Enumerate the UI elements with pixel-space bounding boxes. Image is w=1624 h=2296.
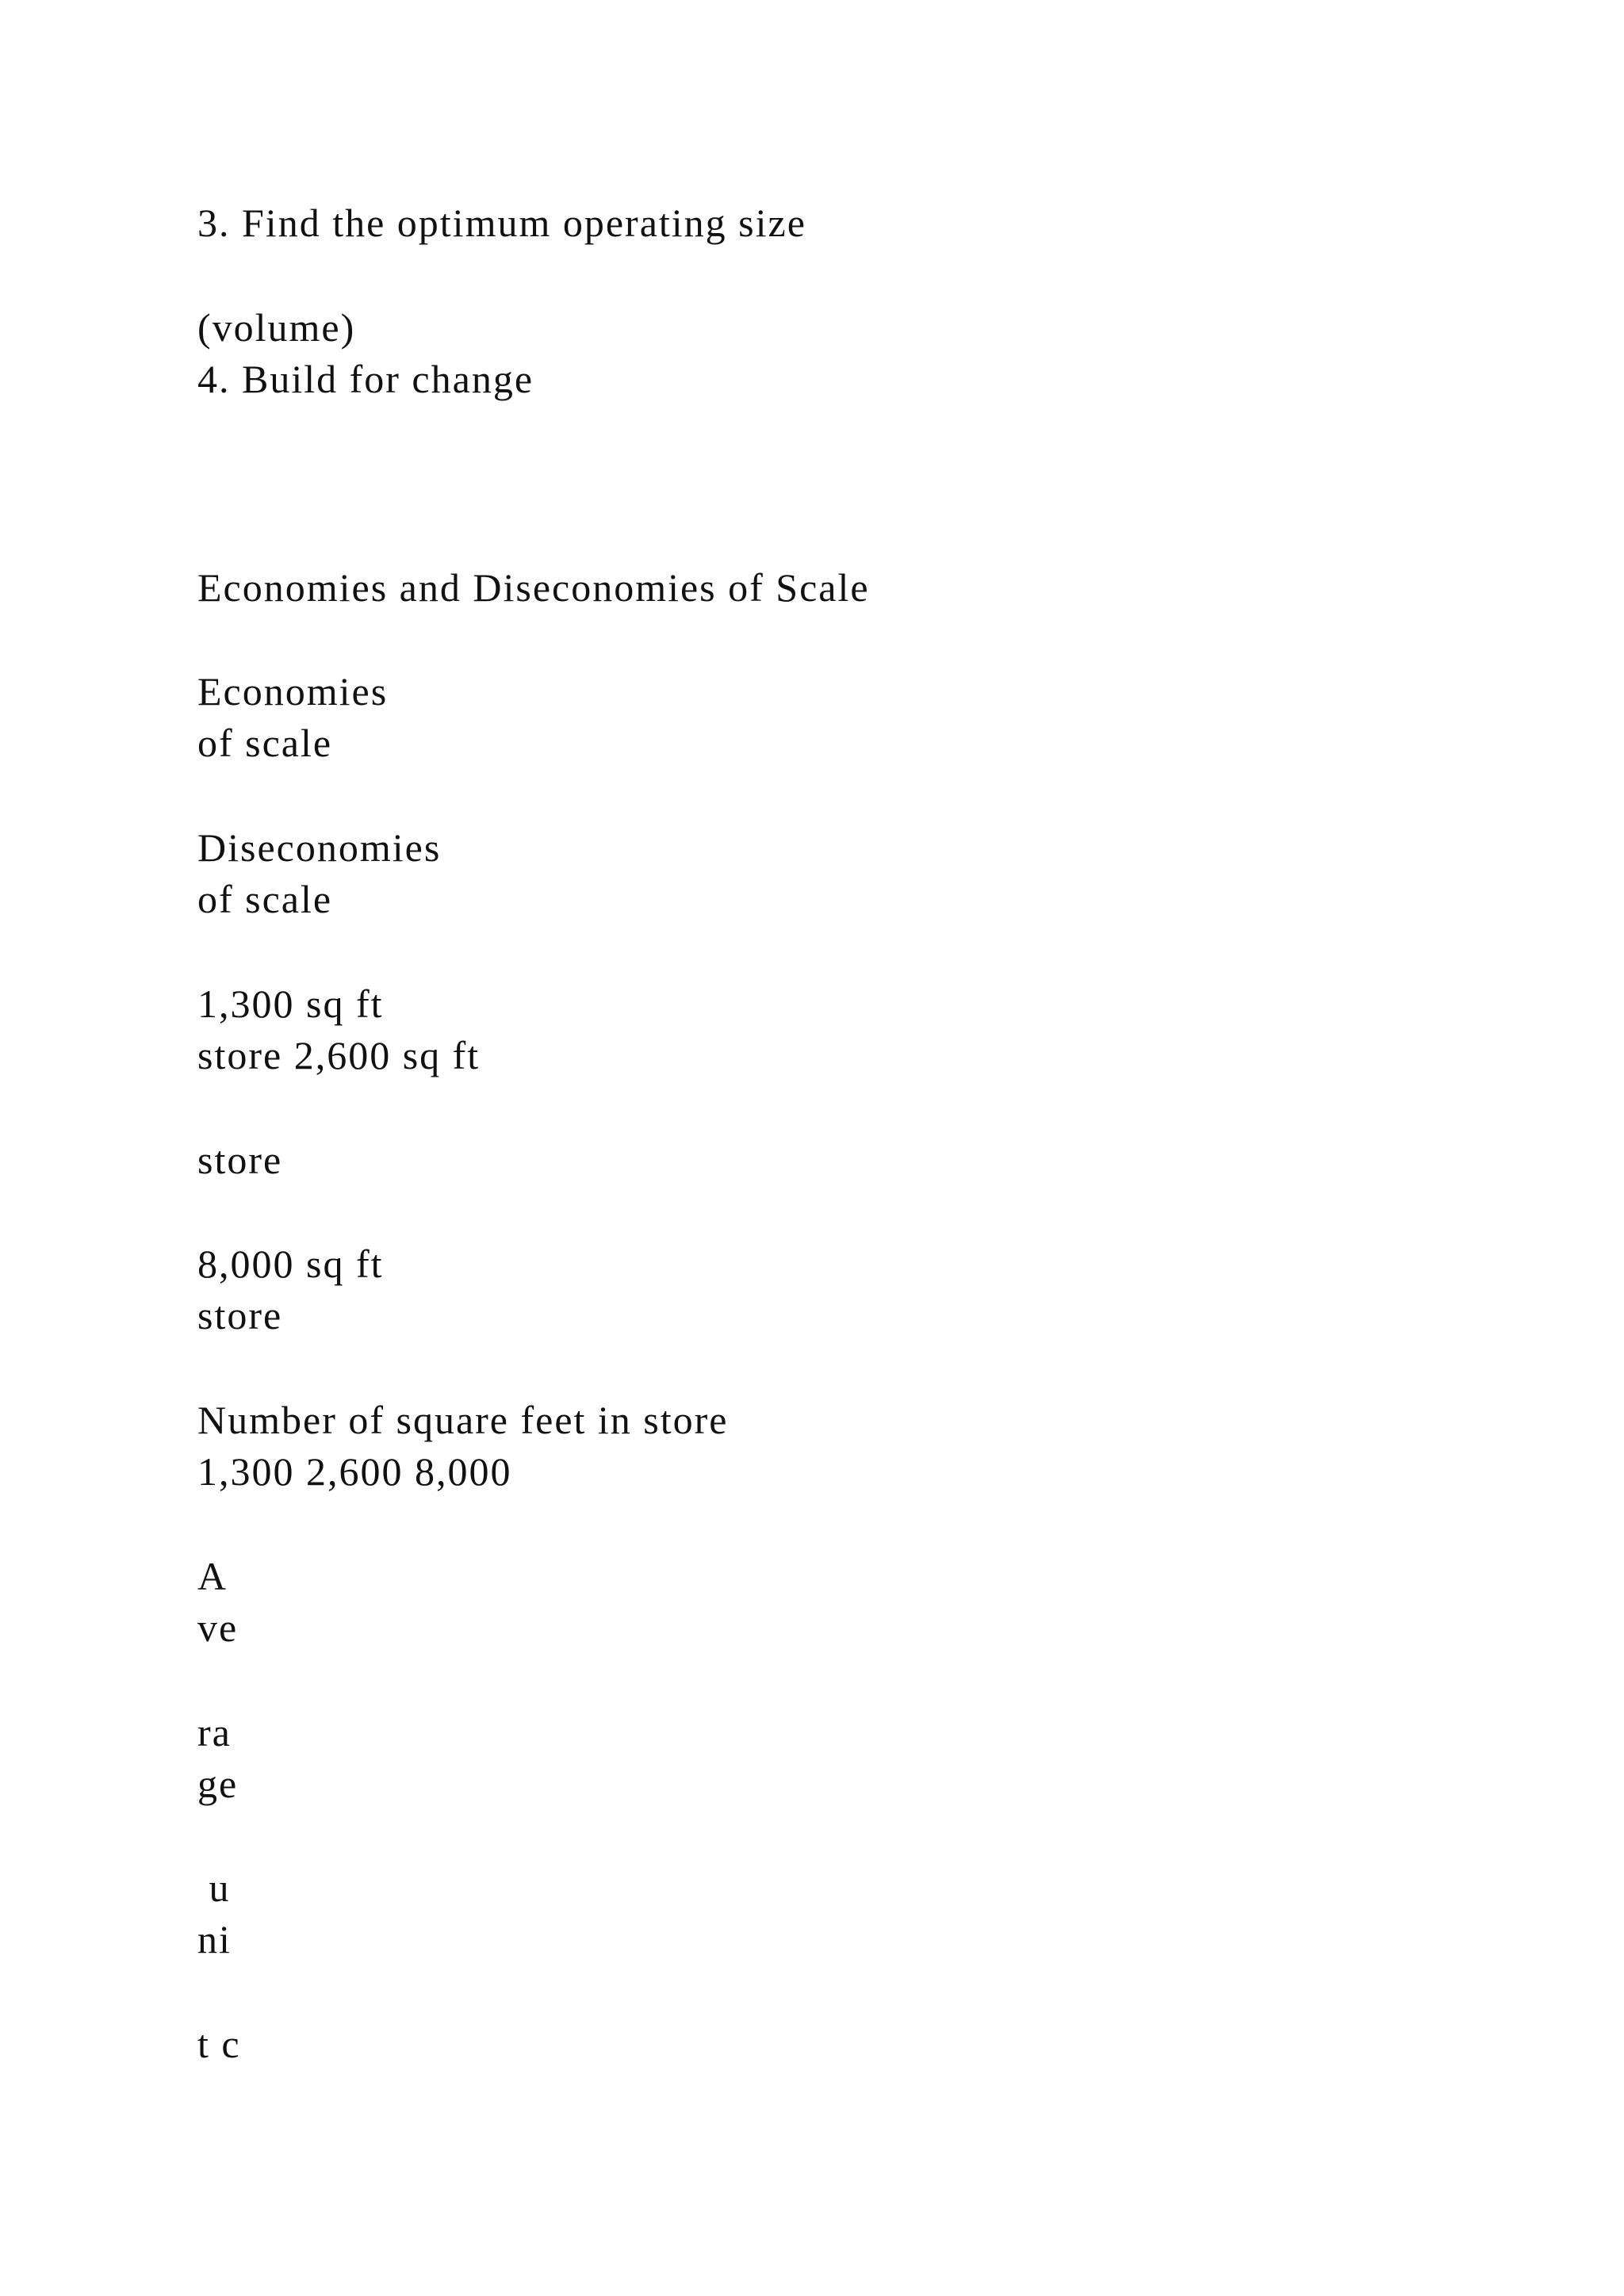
text-line: ni: [197, 1917, 232, 1961]
text-line: store 2,600 sq ft: [197, 1033, 481, 1077]
text-line: Number of square feet in store: [197, 1398, 729, 1442]
text-line: t c: [197, 2022, 241, 2066]
text-line: 1,300 2,600 8,000: [197, 1449, 512, 1494]
text-line: of scale: [197, 877, 333, 921]
text-line: store: [197, 1293, 283, 1337]
list-item-volume: (volume): [197, 305, 356, 350]
list-item-build-for-change: 4. Build for change: [197, 357, 534, 401]
section-heading: Economies and Diseconomies of Scale: [197, 565, 870, 610]
text-line: ge: [197, 1762, 239, 1806]
text-line: store: [197, 1138, 283, 1182]
text-line: of scale: [197, 721, 333, 765]
text-line: ve: [197, 1605, 239, 1650]
text-line: Diseconomies: [197, 825, 442, 870]
text-line: A: [197, 1554, 228, 1598]
text-line: 1,300 sq ft: [197, 982, 384, 1026]
text-line: u: [197, 1866, 231, 1910]
text-line: ra: [197, 1710, 232, 1755]
list-item-optimum-size: 3. Find the optimum operating size: [197, 201, 806, 245]
text-line: Economies: [197, 669, 389, 714]
text-line: 8,000 sq ft: [197, 1242, 384, 1286]
